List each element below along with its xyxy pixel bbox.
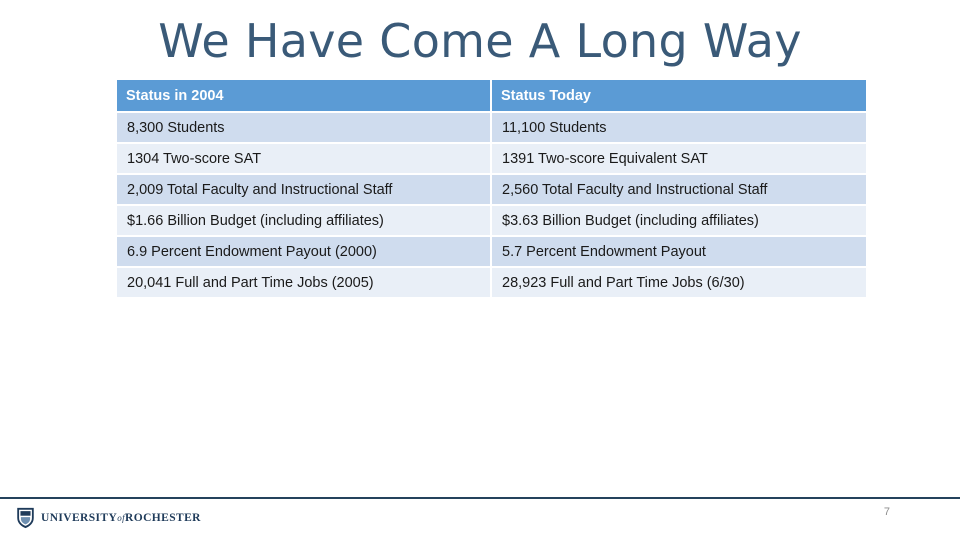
cell-today: $3.63 Billion Budget (including affiliates) — [491, 205, 866, 236]
table-row — [117, 174, 866, 205]
cell-today: 28,923 Full and Part Time Jobs (6/30) — [491, 267, 866, 298]
table-row — [117, 143, 866, 174]
cell-2004: 2,009 Total Faculty and Instructional Staff — [117, 174, 491, 205]
shield-icon — [16, 507, 35, 529]
page-number: 7 — [883, 506, 890, 518]
cell-2004: 20,041 Full and Part Time Jobs (2005) — [117, 267, 491, 298]
cell-2004: 8,300 Students — [117, 112, 491, 143]
cell-today: 11,100 Students — [491, 112, 866, 143]
table-header-row — [117, 80, 866, 112]
cell-2004: 6.9 Percent Endowment Payout (2000) — [117, 236, 491, 267]
cell-2004: 1304 Two-score SAT — [117, 143, 491, 174]
footer-divider — [0, 497, 960, 499]
slide-title: We Have Come A Long Way — [158, 14, 802, 68]
cell-2004: $1.66 Billion Budget (including affiliates) — [117, 205, 491, 236]
university-logo — [16, 506, 201, 530]
table-row — [117, 112, 866, 143]
cell-today: 1391 Two-score Equivalent SAT — [491, 143, 866, 174]
logo-wordmark: UNIVERSITYofROCHESTER — [41, 512, 201, 524]
cell-today: 2,560 Total Faculty and Instructional Staff — [491, 174, 866, 205]
column-header-2004: Status in 2004 — [117, 80, 491, 112]
column-header-today: Status Today — [491, 80, 866, 112]
table-row — [117, 236, 866, 267]
table-row — [117, 205, 866, 236]
status-comparison-table — [117, 80, 866, 299]
table-row — [117, 267, 866, 298]
cell-today: 5.7 Percent Endowment Payout — [491, 236, 866, 267]
